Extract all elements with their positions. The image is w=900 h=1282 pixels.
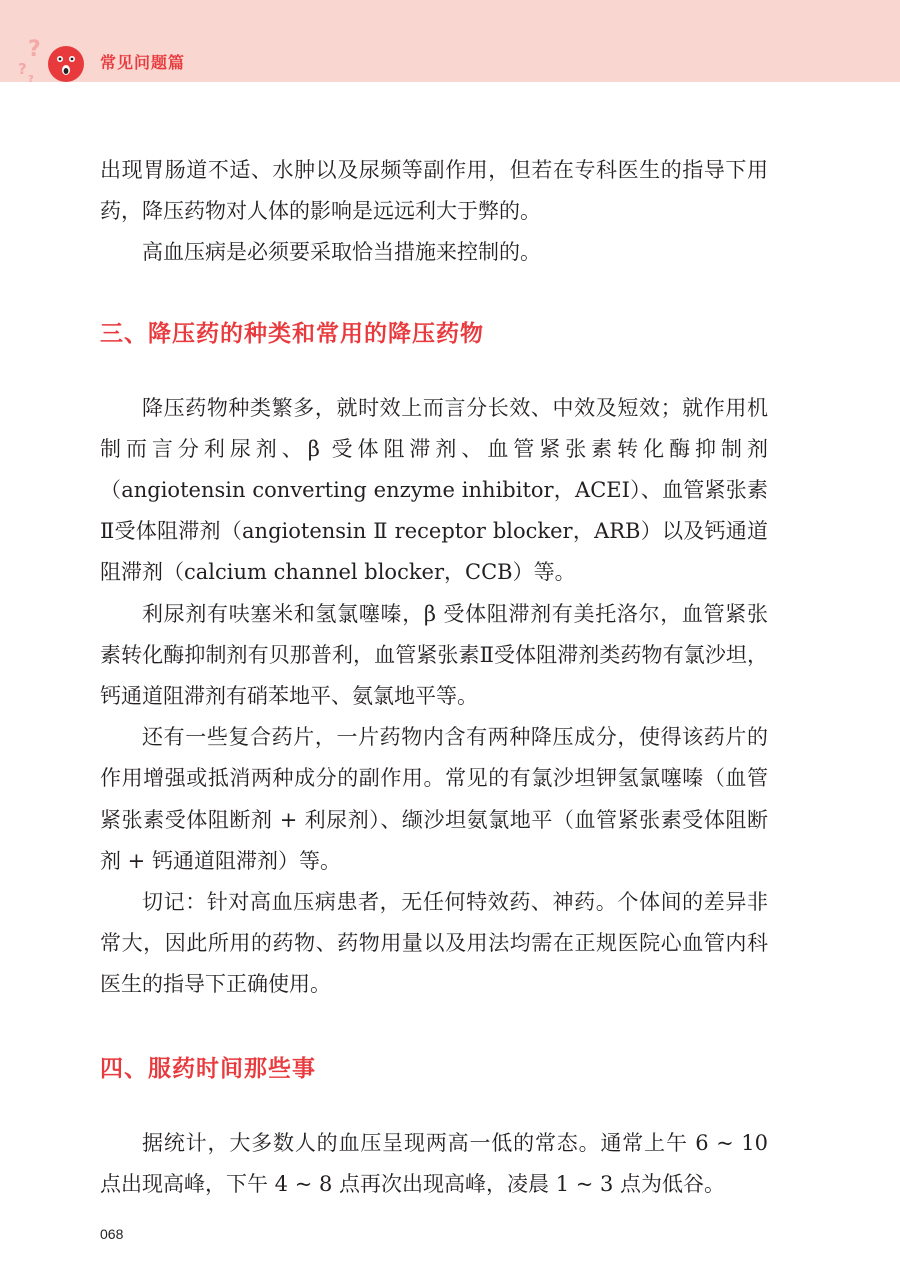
- mascot-question-face-icon: [14, 34, 86, 84]
- section-4-paragraph-1: 据统计，大多数人的血压呈现两高一低的常态。通常上午 6 ~ 10 点出现高峰，下午 4 ~ 8 点再次出现高峰，凌晨 1 ~ 3 点为低谷。: [100, 1130, 768, 1196]
- intro-paragraph-2: 高血压病是必须要采取恰当措施来控制的。: [142, 240, 541, 265]
- svg-text:?: ?: [28, 37, 41, 62]
- header-title: 常见问题篇: [100, 53, 186, 72]
- intro-paragraph-1: 出现胃肠道不适、水肿以及尿频等副作用，但若在专科医生的指导下用药，降压药物对人体的影响是远远利大于弊的。: [100, 158, 768, 224]
- section-3-heading: 三、降压药的种类和常用的降压药物: [100, 320, 484, 347]
- section-3-paragraph-4: 切记：针对高血压病患者，无任何特效药、神药。个体间的差异非常大，因此所用的药物、药物用量以及用法均需在正规医院心血管内科医生的指导下正确使用。: [100, 890, 768, 997]
- section-3-paragraph-3: 还有一些复合药片，一片药物内含有两种降压成分，使得该药片的作用增强或抵消两种成分的副作用。常见的有氯沙坦钾氢氯噻嗪（血管紧张素受体阻断剂 + 利尿剂）、缬沙坦氨氯地平（血管紧张素受体阻断剂 + 钙通道阻滞剂）等。: [100, 725, 768, 873]
- svg-text:?: ?: [18, 60, 27, 78]
- section-3-paragraph-1: 降压药物种类繁多，就时效上而言分长效、中效及短效；就作用机制而言分利尿剂、β 受体阻滞剂、血管紧张素转化酶抑制剂（angiotensin converting enzyme inhibitor，ACEI）、血管紧张素Ⅱ受体阻滞剂（angiotensin Ⅱ receptor blocker，ARB）以及钙通道阻滞剂（calcium channel blocker，CCB）等。: [100, 395, 768, 585]
- page-content: [100, 150, 768, 1205]
- section-3-paragraph-2: 利尿剂有呋塞米和氢氯噻嗪，β 受体阻滞剂有美托洛尔，血管紧张素转化酶抑制剂有贝那普利，血管紧张素Ⅱ受体阻滞剂类药物有氯沙坦，钙通道阻滞剂有硝苯地平、氨氯地平等。: [100, 601, 768, 709]
- page-number: 068: [100, 1226, 124, 1242]
- section-4-heading: 四、服药时间那些事: [100, 1055, 316, 1082]
- svg-text:?: ?: [28, 74, 34, 84]
